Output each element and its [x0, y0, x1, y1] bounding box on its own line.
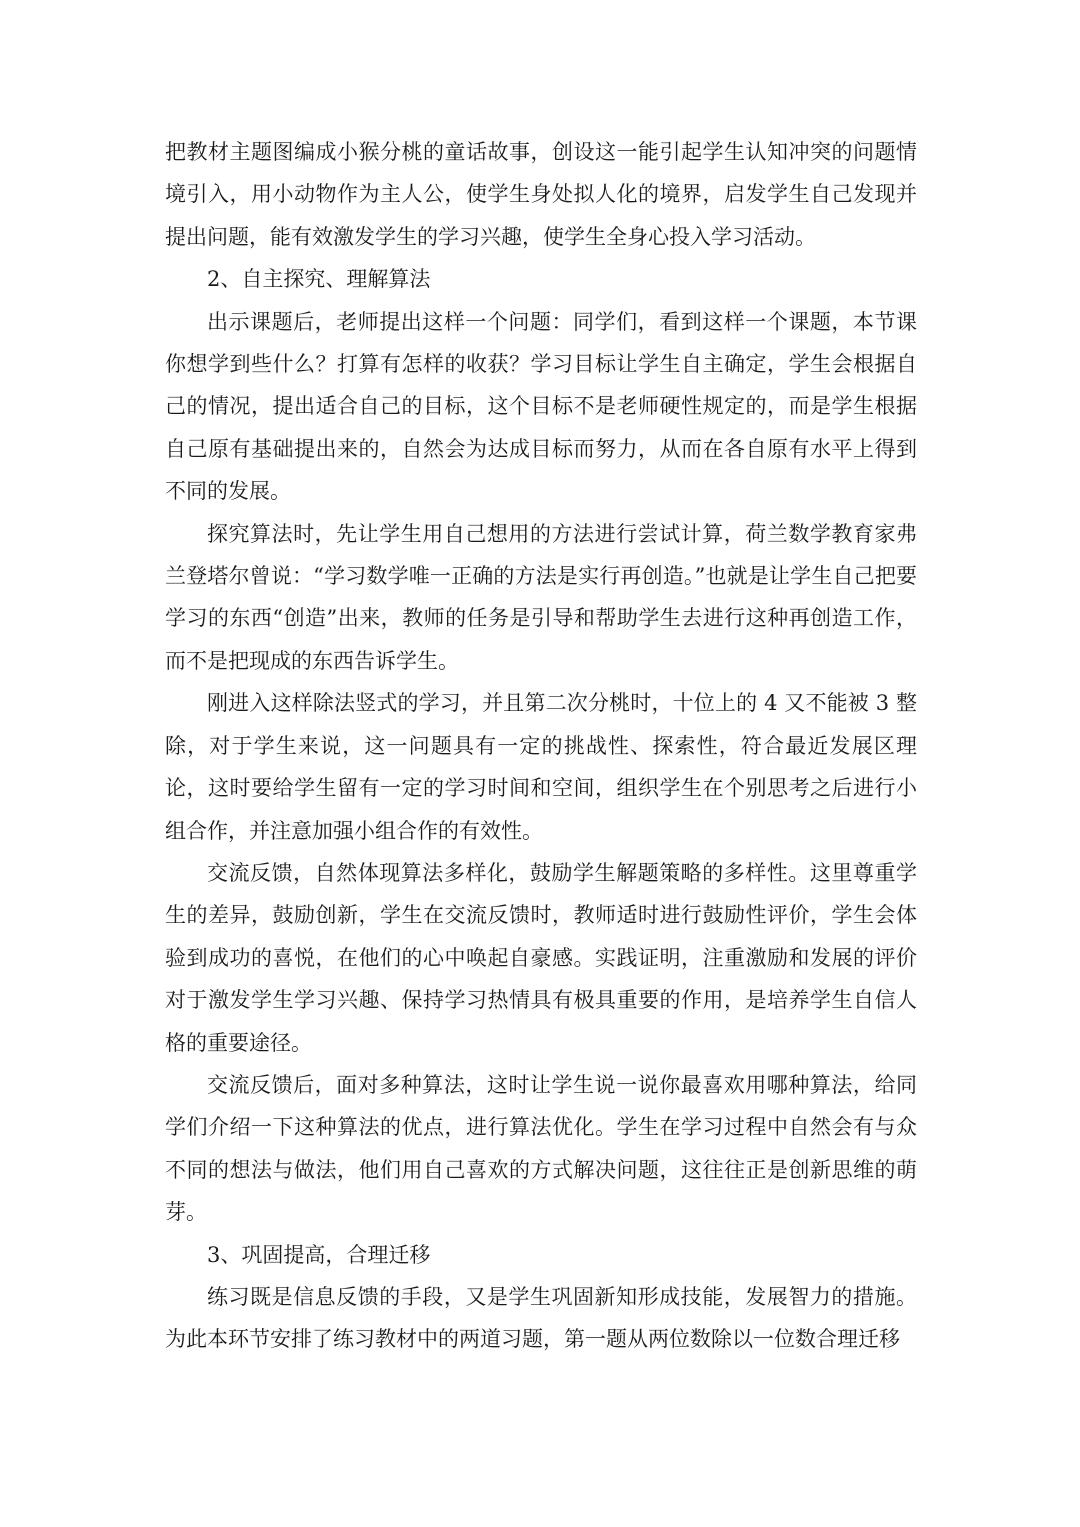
- paragraph-feedback-diversity: 交流反馈，自然体现算法多样化，鼓励学生解题策略的多样性。这里尊重学生的差异，鼓励创新，学生在交流反馈时，教师适时进行鼓励性评价，学生会体验到成功的喜悦，在他们的心中唤起自豪感。实践证明，注重激励和发展的评价对于激发学生学习兴趣、保持学习热情具有极具重要的作用，是培养学生自信人格的重要途径。: [165, 860, 917, 1055]
- paragraph-division-vertical: 刚进入这样除法竖式的学习，并且第二次分桃时，十位上的 4 又不能被 3 整除，对于学生来说，这一问题具有一定的挑战性、探索性，符合最近发展区理论，这时要给学生留有一定的学习时间和空间，组织学生在个别思考之后进行小组合作，并注意加强小组合作的有效性。: [165, 691, 917, 843]
- section-heading-2: 2、自主探究、理解算法: [207, 267, 431, 292]
- paragraph-algorithm-optimization: 交流反馈后，面对多种算法，这时让学生说一说你最喜欢用哪种算法，给同学们介绍一下这种算法的优点，进行算法优化。学生在学习过程中自然会有与众不同的想法与做法，他们用自己喜欢的方式解决问题，这往往正是创新思维的萌芽。: [165, 1072, 917, 1225]
- section-heading-3: 3、巩固提高，合理迁移: [207, 1242, 431, 1267]
- document-body: [165, 131, 917, 1361]
- paragraph-intro-continued: 把教材主题图编成小猴分桃的童话故事，创设这一能引起学生认知冲突的问题情境引入，用小动物作为主人公，使学生身处拟人化的境界，启发学生自己发现并提出问题，能有效激发学生的学习兴趣，使学生全身心投入学习活动。: [165, 140, 917, 249]
- paragraph-learning-goals: 出示课题后，老师提出这样一个问题：同学们，看到这样一个课题，本节课你想学到些什么？打算有怎样的收获？学习目标让学生自主确定，学生会根据自己的情况，提出适合自己的目标，这个目标不是老师硬性规定的，而是学生根据自己原有基础提出来的，自然会为达成目标而努力，从而在各自原有水平上得到不同的发展。: [165, 309, 917, 504]
- paragraph-practice: 练习既是信息反馈的手段，又是学生巩固新知形成技能，发展智力的措施。为此本环节安排了练习教材中的两道习题，第一题从两位数除以一位数合理迁移: [165, 1284, 917, 1352]
- paragraph-explore-algorithm: 探究算法时，先让学生用自己想用的方法进行尝试计算，荷兰数学教育家弗兰登塔尔曾说：“学习数学唯一正确的方法是实行再创造。”也就是让学生自己把要学习的东西“创造”出来，教师的任务是引导和帮助学生去进行这种再创造工作，而不是把现成的东西告诉学生。: [165, 521, 917, 673]
